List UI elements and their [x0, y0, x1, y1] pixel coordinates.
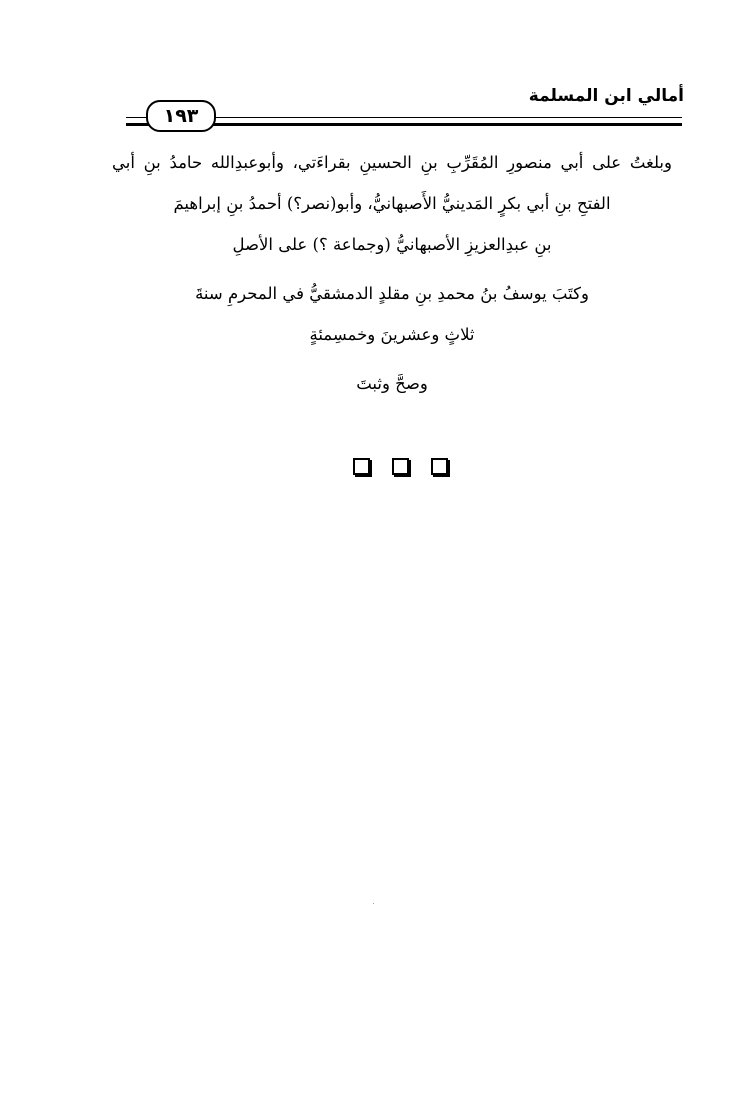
- text-line: الفتحِ بنِ أبي بكرٍ المَدينيُّ الأَصبهانيُّ، وأبو(نصر؟) أحمدُ بنِ إبراهيمَ: [173, 194, 611, 213]
- text-line: وكتَبَ يوسفُ بنُ محمدِ بنِ مقلدٍ الدمشقيُّ في المحرمِ سنةَ: [195, 284, 589, 303]
- ornament-square: [353, 458, 370, 475]
- ornament-square: [392, 458, 409, 475]
- text-line: ثلاثٍ وعشرينَ وخمسِمئةٍ: [309, 325, 475, 344]
- text-line: بنِ عبدِالعزيزِ الأصبهانيُّ (وجماعة ؟) على الأصلِ: [232, 235, 552, 254]
- page-number: ١٩٣: [163, 105, 199, 127]
- speck: [373, 903, 374, 904]
- page-number-frame: [146, 100, 216, 132]
- ornament-square: [431, 458, 448, 475]
- section-end-ornament: [0, 458, 756, 475]
- body-text: [112, 142, 672, 404]
- text-line: وبلغتُ على أبي منصورِ المُقَرِّبِ بنِ الحسينِ بقراءَتي، وأبوعبدِالله حامدُ بنِ أبي: [112, 153, 672, 172]
- text-line: وصحَّ وثبتَ: [356, 374, 428, 393]
- running-header-title: أمالي ابن المسلمة: [528, 86, 684, 106]
